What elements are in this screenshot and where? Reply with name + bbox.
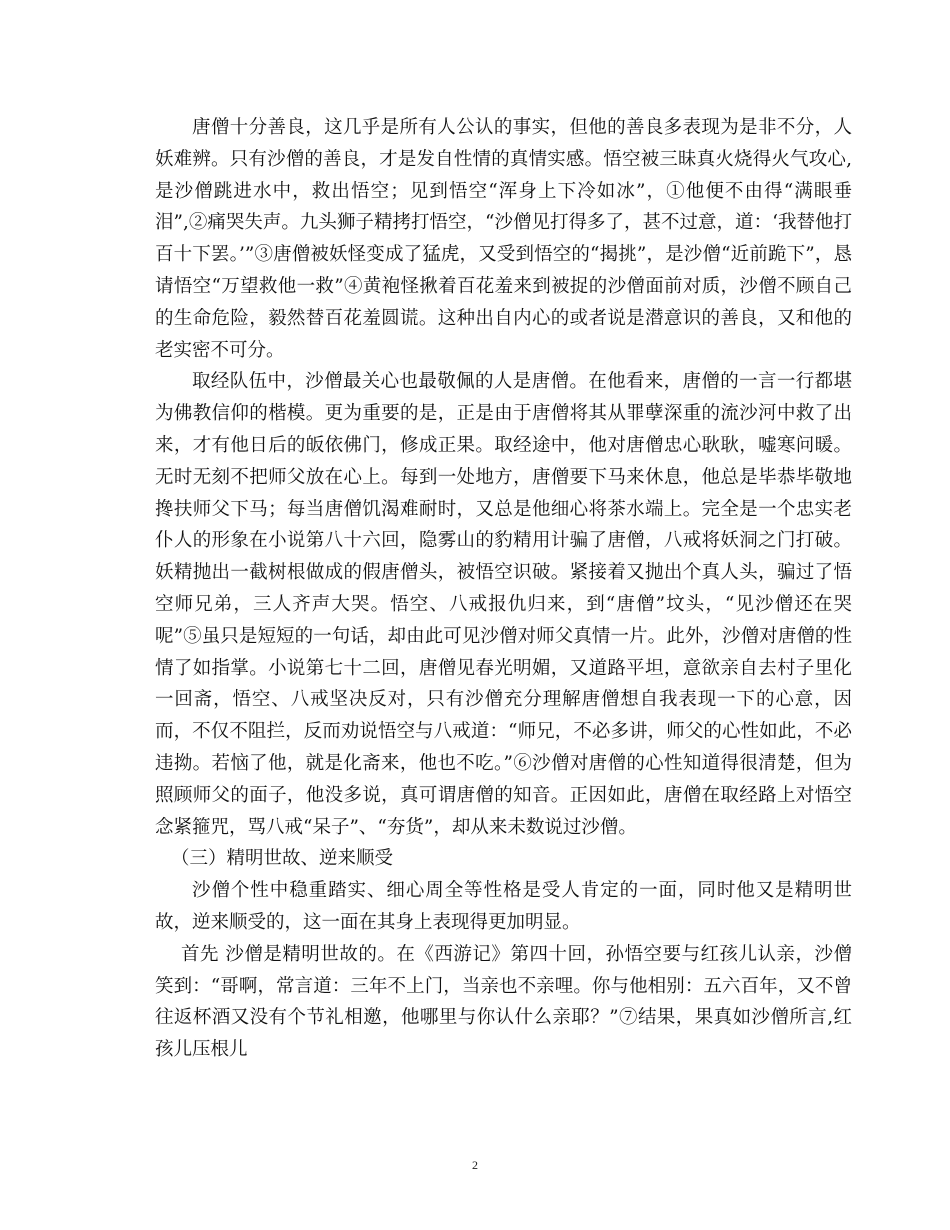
page-number: 2	[472, 1158, 478, 1172]
section-heading: （三）精明世故、逆来顺受	[171, 848, 394, 870]
paragraph: 取经队伍中，沙僧最关心也最敬佩的人是唐僧。在他看来，唐僧的一言一行都堪为佛教信仰的楷模。更为重要的是，正是由于唐僧将其从罪孽深重的流沙河中救了出来，才有他日后的皈依佛门，修成正果。取经途中，他对唐僧忠心耿耿，嘘寒问暖。无时无刻不把师父放在心上。每到一处地方，唐僧要下马来休息，他总是毕恭毕敬地搀扶师父下马；每当唐僧饥渴难耐时，又总是他细心将茶水端上。完全是一个忠实老仆人的形象在小说第八十六回，隐雾山的豹精用计骗了唐僧，八戒将妖洞之门打破。妖精抛出一截树根做成的假唐僧头，被悟空识破。紧接着又抛出个真人头，骗过了悟空师兄弟，三人齐声大哭。悟空、八戒报仇归来，到“唐僧”坟头，“见沙僧还在哭呢”⑤虽只是短短的一句话，却由此可见沙僧对师父真情一片。此外，沙僧对唐僧的性情了如指掌。小说第七十二回，唐僧见春光明媚，又道路平坦，意欲亲自去村子里化一回斋，悟空、八戒坚决反对，只有沙僧充分理解唐僧想自我表现一下的心意，因而，不仅不阻拦，反而劝说悟空与八戒道：“师兄，不必多讲，师父的心性如此，不必违拗。若恼了他，就是化斋来，他也不吃。”⑥沙僧对唐僧的心性知道得很清楚，但为照顾师父的面子，他没多说，真可谓唐僧的知音。正因如此，唐僧在取经路上对悟空念紧箍咒，骂八戒“呆子”、“夯货”，却从来未数说过沙僧。	[155, 371, 852, 838]
document-body	[155, 112, 852, 1066]
paragraph: 沙僧个性中稳重踏实、细心周全等性格是受人肯定的一面，同时他又是精明世故，逆来顺受的，这一面在其身上表现得更加明显。	[155, 880, 852, 933]
paragraph: 唐僧十分善良，这几乎是所有人公认的事实，但他的善良多表现为是非不分，人妖难辨。只有沙僧的善良，才是发自性情的真情实感。悟空被三昧真火烧得火气攻心,是沙僧跳进水中，救出悟空；见到悟空“浑身上下冷如冰”，①他便不由得“满眼垂泪”,②痛哭失声。九头狮子精拷打悟空，“沙僧见打得多了，甚不过意，道：‘我替他打百十下罢。’”③唐僧被妖怪变成了猛虎，又受到悟空的“揭挑”，是沙僧“近前跪下”，恳请悟空“万望救他一救”④黄袍怪揪着百花羞来到被捉的沙僧面前对质，沙僧不顾自己的生命危险，毅然替百花羞圆谎。这种出自内心的或者说是潜意识的善良，又和他的老实密不可分。	[155, 117, 852, 361]
paragraph: 首先 沙僧是精明世故的。在《西游记》第四十回，孙悟空要与红孩儿认亲，沙僧笑到：“哥啊，常言道：三年不上门，当亲也不亲哩。你与他相别：五六百年，又不曾往返杯酒又没有个节礼相邀，他哪里与你认什么亲耶？”⑦结果，果真如沙僧所言,红孩儿压根儿	[155, 943, 852, 1061]
